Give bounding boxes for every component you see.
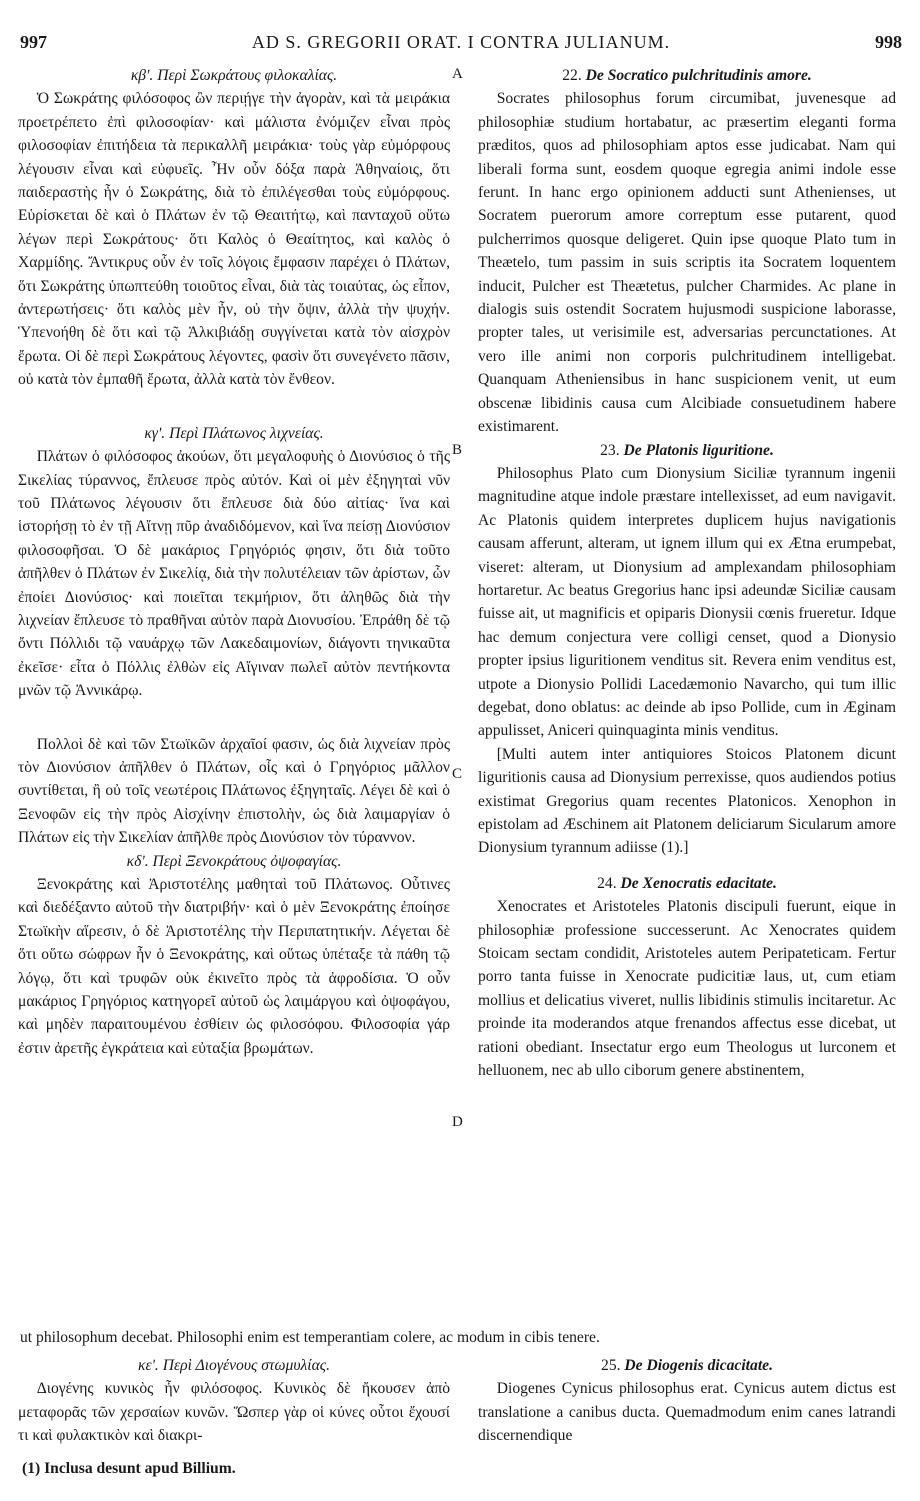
latin-heading-22-number: 22. (562, 67, 582, 84)
latin-heading-25-title: De Diogenis dicacitate. (624, 1357, 773, 1374)
latin-column-bottom (478, 1354, 896, 1448)
margin-marker-c: C (452, 766, 463, 782)
latin-heading-23-number: 23. (600, 441, 620, 459)
latin-paragraph-23b: [Multi autem inter antiquiores Stoicos Platonem dicunt liguritionis causa ad Dionysium perrexisse, quos audiendos potius existimat Gregorius quam recentes Platonicos. Xenophon in epistolam ad Æschinem ait Platonem deliciarum Sicularum amore Dionysium tyrannum adiisse (1).] (478, 745, 896, 857)
page-number-right: 998 (875, 32, 902, 52)
latin-paragraph-25: Diogenes Cynicus philosophus erat. Cynicus autem dictus est translatione a canibus ducta. Quemadmodum enim canes latrandi discernendique (478, 1380, 896, 1445)
latin-heading-24-number: 24. (597, 874, 617, 892)
greek-paragraph-23: Πλάτων ὁ φιλόσοφος ἀκούων, ὅτι μεγαλοφυὴς ὁ Διονύσιος ὁ τῆς Σικελίας τύραννος, ἔπλευσε πρὸς αὐτόν. Καὶ οἱ μὲν ἐξηγηταὶ νῦν τοῦ Πλάτωνος λέγουσιν ὅτι ἔπλευσε διὰ δύο αἰτίας· ἵνα καὶ ἱστορήσῃ τὸ ἐν τῇ Αἴτνῃ πῦρ ἀναδιδόμενον, καὶ ἵνα πείσῃ Διονύσιον φιλοσοφῆσαι. Ὁ δὲ μακάριος Γρηγόριός φησιν, ὅτι διὰ τοῦτο ἀπῆλθεν ὁ Πλάτων ἐν Σικελίᾳ, διὰ τὴν πολυτέλειαν τῶν ἀρίστων, ὧν ἐποίει Διονύσιος· καὶ ποιεῖται τεκμήριον, ὅτι ἀληθῶς διὰ τὴν λιχνείαν ἔπλευσε τὸ πραθῆναι αὐτὸν παρὰ Διονυσίου. Ἐπράθη δὲ τῷ ὄντι Πόλλιδι τῷ ναυάρχῳ τῶν Λακεδαιμονίων, διάγοντι τηνικαῦτα ἐκεῖσε· εἶτα ὁ Πόλλις ἐλθὼν εἰς Αἴγιναν πωλεῖ αὐτὸν πεντήκοντα μνῶν τῷ Ἀννικάρῳ. (18, 448, 450, 700)
latin-heading-23-title: De Platonis liguritione. (623, 441, 774, 459)
full-width-line: ut philosophum decebat. Philosophi enim est temperantiam colere, ac modum in cibis tenere. (20, 1329, 600, 1346)
greek-column (18, 64, 450, 1060)
greek-paragraph-22: Ὁ Σωκράτης φιλόσοφος ὢν περιῄγε τὴν ἀγορὰν, καὶ τὰ μειράκια προετρέπετο ἐπὶ φιλοσοφίαν· καὶ μάλιστα ἐνόμιζεν εἶναι πρὸς φιλοσοφίαν ἐπιτήδεια τὰ περικαλλῆ μειράκια· τοὺς γὰρ εὐμόρφους λέγουσιν εἶναι καὶ εὐφυεῖς. Ἦν οὖν δόξα παρὰ Ἀθηναίοις, ὅτι παιδεραστὴς ἦν ὁ Σωκράτης, διὰ τὸ ἐπιλέγεσθαι τοὺς εὐμόρφους. Εὑρίσκεται δὲ καὶ ὁ Πλάτων ἐν τῷ Θεαιτήτῳ, καὶ πανταχοῦ οὕτω λέγων περὶ Σωκράτους· ὅτι Καλὸς ὁ Θεαίτητος, καὶ καλὸς ὁ Χαρμίδης. Ἄντικρυς οὖν ἐν τοῖς λόγοις ἔμφασιν παρέχει ὁ Πλάτων, ὅτι Σωκράτης ὑπωπτεύθη τοιοῦτος εἶναι, διὰ τὰς τοιαύτας, ὡς εἶπον, ἀντερωτήσεις· ὅτι καλὸς μὲν ἦν, οὐ τὴν ὄψιν, ἀλλὰ τὴν ψυχήν. Ὑπενοήθη δὲ ὅτι καὶ τῷ Ἀλκιβιάδῃ συγγίνεται κατὰ τὸν αἰσχρὸν ἔρωτα. Οἱ δὲ περὶ Σωκράτους λέγοντες, φασὶν ὅτι συνεγένετο πᾶσιν, οὐ κατὰ τὸν ἐμπαθῆ ἔρωτα, ἀλλὰ κατὰ τὸν ἔνθεον. (18, 90, 450, 389)
page-number-left: 997 (20, 32, 47, 52)
running-head (20, 32, 902, 56)
margin-marker-b: B (452, 442, 463, 458)
footnote: (1) Inclusa desunt apud Billium. (22, 1460, 236, 1477)
latin-heading-23 (478, 439, 896, 462)
latin-heading-22 (478, 64, 896, 87)
greek-heading-25: κεʹ. Περὶ Διογένους στωμυλίας. (137, 1357, 331, 1374)
latin-column (478, 64, 896, 1082)
greek-paragraph-24: Ξενοκράτης καὶ Ἀριστοτέλης μαθηταὶ τοῦ Πλάτωνος. Οὗτινες καὶ διεδέξαντο αὐτοῦ τὴν διατριβήν· καὶ ὁ μὲν Ξενοκράτης ἐποίησε Στωϊκὴν αἵρεσιν, ὁ δὲ Ἀριστοτέλης τὴν Περιπατητικήν. Λέγεται δὲ ὅτι οὕτω σώφρων ἦν ὁ Ξενοκράτης, καὶ οὕτως ὑπέταξε τὰ πάθη τῷ λόγῳ, ὅτι καὶ τρυφῶν οὐκ ἐκινεῖτο πρὸς τὰ ἀφροδίσια. Ὁ οὖν μακάριος Γρηγόριος κατηγορεῖ αὐτοῦ ὡς λαιμάργου καὶ ὀψοφάγου, καὶ μηδὲν παραιτουμένου ἐσθίειν ὡς φιλοσόφου. Φιλοσοφία γάρ ἐστιν ἀρετῆς ἐγκράτεια καὶ εὐταξία βρωμάτων. (18, 876, 450, 1057)
greek-heading-22: κβʹ. Περὶ Σωκράτους φιλοκαλίας. (130, 67, 338, 84)
latin-heading-25-number: 25. (601, 1357, 621, 1374)
latin-paragraph-23: Philosophus Plato cum Dionysium Siciliæ tyrannum ingenii magnitudine atque indole præstare intellexisset, ad eum navigavit. Ac Platonis quidem interpretes duplicem hujus navigationis causam afferunt, alteram, ut ignem illum qui ex Ætna erumpebat, viseret: alteram, ut Dionysium ad amplexandam philosophiam hortaretur. Ac beatus Gregorius hanc ipsi adeundæ Siciliæ causam fuisse ait, ut magnificis et opiparis Dionysii cœnis frueretur. Idque hac demum conjectura vere colligi censet, quod a Dionysio propter ipsius liguritionem venditus sit. Revera enim venditus est, utpote a Dionysio Pollidi Lacedæmonio Navarcho, qui tum illic degebat, dono oblatus: ac deinde ab ipso Pollide, cum in Æginam appulisset, Aniceri quinquaginta minis venditus. (478, 464, 896, 740)
greek-heading-24: κδʹ. Περὶ Ξενοκράτους ὀψοφαγίας. (126, 852, 342, 870)
greek-paragraph-23b: Πολλοὶ δὲ καὶ τῶν Στωϊκῶν ἀρχαῖοί φασιν, ὡς διὰ λιχνείαν πρὸς τὸν Διονύσιον ἀπῆλθεν ὁ Πλάτων, οἷς καὶ ὁ Γρηγόριος μᾶλλον συντίθεται, ἢ οὐ τοῖς νεωτέροις Πλάτωνος ἐξηγηταῖς. Λέγει δὲ καὶ ὁ Ξενοφῶν εἰς τὴν πρὸς Αἰσχίνην ἐπιστολὴν, ὡς διὰ λαιμαργίαν ὁ Πλάτων εἰς τὴν Σικελίαν ἀπῆλθε πρὸς Διονύσιον τὸν τύραννον. (18, 735, 450, 847)
latin-heading-24-title: De Xenocratis edacitate. (620, 874, 777, 892)
margin-marker-a: A (452, 66, 463, 82)
latin-heading-25 (478, 1354, 896, 1377)
latin-heading-22-title: De Socratico pulchritudinis amore. (585, 67, 812, 84)
greek-column-bottom (18, 1354, 450, 1448)
latin-heading-24 (478, 872, 896, 895)
latin-paragraph-24: Xenocrates et Aristoteles Platonis discipuli fuerunt, eique in philosophiæ professione successerunt. Ac Xenocrates quidem Stoicam sectam condidit, Aristoteles autem Peripateticam. Fertur porro tanta fuisse in Xenocrate pudicitiæ laus, ut, cum etiam mollius et delicatius viveret, nullis libidinis stimulis incitaretur. Ac proinde ita moderandos atque frenandos affectus esse dicebat, ut rationi obediant. Insectatur ergo eum Theologus ut lurconem et helluonem, nec ab ullo ciborum genere abstinentem, (478, 898, 896, 1080)
greek-heading-23: κγʹ. Περὶ Πλάτωνος λιχνείας. (144, 424, 324, 442)
greek-paragraph-25: Διογένης κυνικὸς ἦν φιλόσοφος. Κυνικὸς δὲ ἤκουσεν ἀπὸ μεταφορᾶς τῶν χερσαίων κυνῶν. Ὥσπερ γὰρ οἱ κύνες οὗτοι ἔχουσί τι καὶ φυλακτικὸν καὶ διακρι- (18, 1380, 450, 1445)
running-title: AD S. GREGORII ORAT. I CONTRA JULIANUM. (251, 32, 671, 52)
latin-paragraph-22: Socrates philosophus forum circumibat, juvenesque ad philosophiæ studium hortabatur, ac præsertim eleganti forma præditos, quos ad philosophiam aptos esse judicabat. Nam qui liberali forma sunt, eosdem quoque egregia animi indole esse ferunt. In hanc ergo opinionem adducti sunt Athenienses, ut Socratem puerorum amore correptum esse putarent, quod pulcherrimos quosque deligeret. Quin ipse quoque Plato tum in Theætelo, tum passim in suis scriptis ita Socratem loquentem inducit, Pulcher est Theætetus, pulcher Charmides. Ac plane in dialogis suis ostendit Socratem hujusmodi suspicione laborasse, propter tales, ut verisimile est, adversarias percunctationes. At vero ille animi non corporis pulchritudinem intelligebat. Quanquam Atheniensibus in hanc suspicionem venit, ut eum obscenæ libidinis causa cum Alcibiade consuetudinem habere existimarent. (478, 90, 896, 436)
margin-marker-d: D (452, 1114, 463, 1130)
